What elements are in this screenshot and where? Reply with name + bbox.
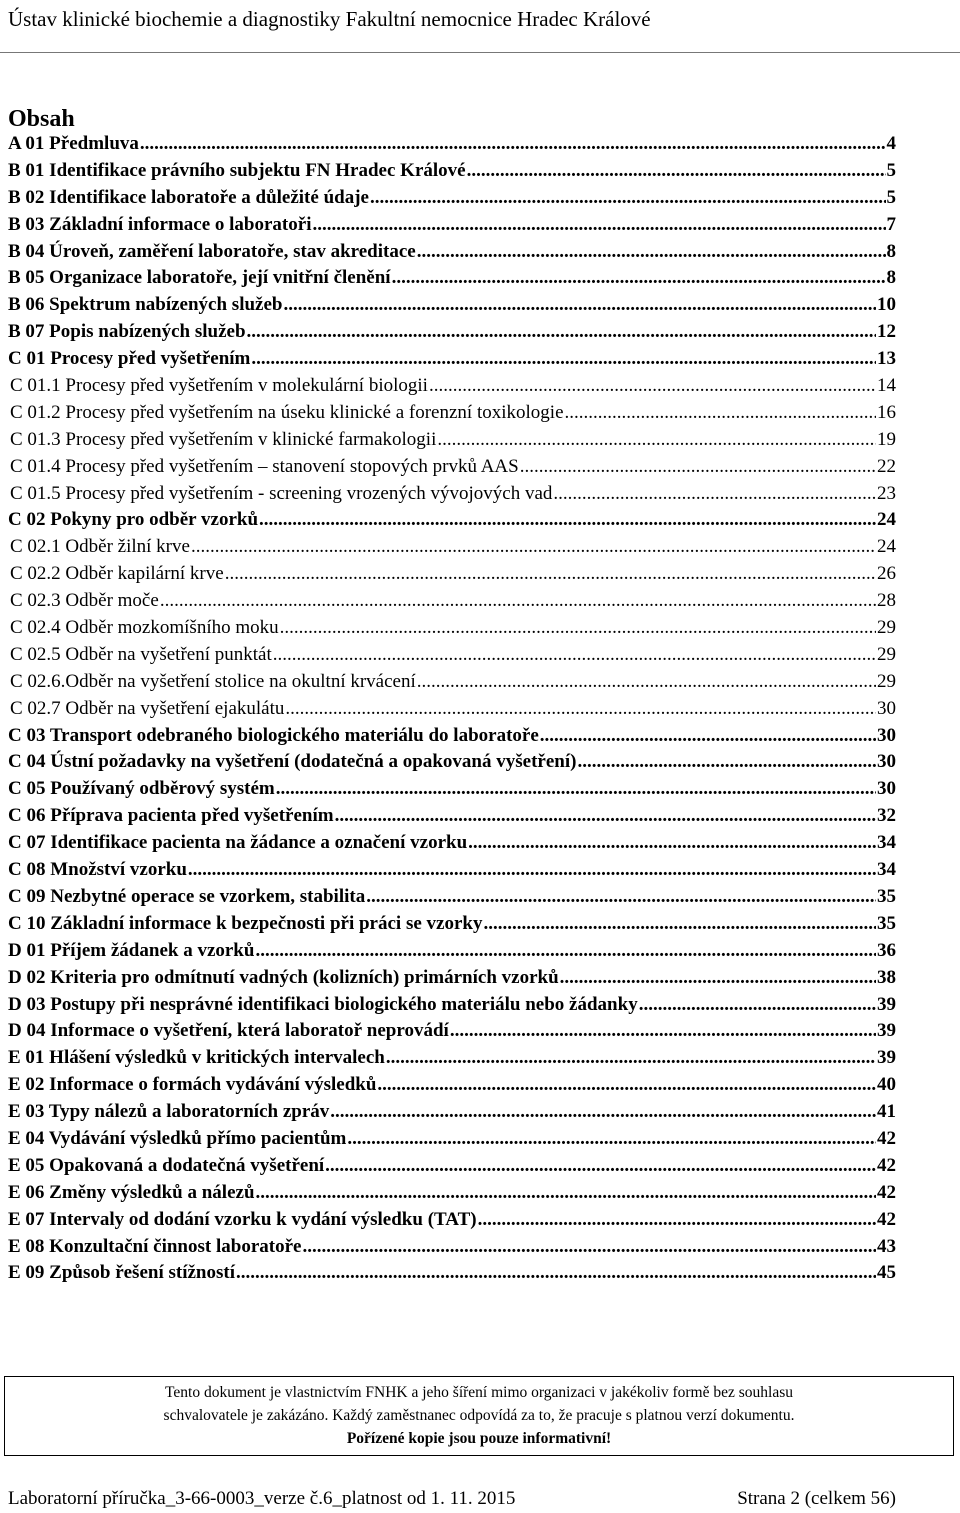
toc-dot-leader (417, 671, 876, 693)
toc-dot-leader (276, 778, 876, 800)
toc-entry-label: D 04 Informace o vyšetření, která laboratoř neprovádí (8, 1020, 449, 1042)
toc-dot-leader (188, 859, 876, 881)
toc-entry[interactable] (8, 563, 896, 590)
toc-entry[interactable] (8, 590, 896, 617)
toc-dot-leader (302, 1236, 876, 1258)
toc-entry[interactable] (8, 859, 896, 886)
toc-entry-label: C 03 Transport odebraného biologického materiálu do laboratoře (8, 724, 539, 746)
page-header: Ústav klinické biochemie a diagnostiky Fakultní nemocnice Hradec Králové (8, 7, 651, 31)
toc-dot-leader (325, 1155, 876, 1177)
toc-entry[interactable] (8, 913, 896, 940)
toc-dot-leader (417, 241, 886, 263)
toc-entry-page: 34 (877, 832, 896, 854)
toc-entry[interactable] (8, 456, 896, 483)
toc-entry[interactable] (8, 1074, 896, 1101)
toc-entry-page: 24 (877, 509, 896, 531)
toc-entry[interactable] (8, 644, 896, 671)
toc-entry-label: C 09 Nezbytné operace se vzorkem, stabilita (8, 885, 366, 907)
toc-dot-leader (330, 1101, 876, 1123)
toc-dot-leader (283, 294, 876, 316)
toc-entry-page: 30 (877, 697, 896, 719)
toc-dot-leader (312, 214, 885, 236)
toc-entry-page: 23 (877, 482, 896, 504)
toc-entry-page: 43 (877, 1235, 896, 1257)
toc-entry-label: C 02.3 Odběr moče (10, 590, 159, 612)
toc-entry-label: C 01 Procesy před vyšetřením (8, 348, 251, 370)
toc-entry[interactable] (8, 778, 896, 805)
toc-entry-page: 13 (877, 348, 896, 370)
toc-entry[interactable] (8, 267, 896, 294)
toc-entry-page: 8 (886, 240, 896, 262)
toc-dot-leader (437, 429, 876, 451)
toc-entry-label: A 01 Předmluva (8, 133, 139, 154)
toc-entry[interactable] (8, 832, 896, 859)
toc-dot-leader (280, 617, 876, 639)
toc-dot-leader (259, 509, 876, 531)
toc-entry-page: 42 (877, 1154, 896, 1176)
toc-dot-leader (273, 644, 876, 666)
toc-entry-page: 22 (877, 455, 896, 477)
toc-entry-label: B 06 Spektrum nabízených služeb (8, 294, 283, 316)
toc-entry-label: E 03 Typy nálezů a laboratorních zpráv (8, 1101, 330, 1123)
toc-entry-label: C 02.2 Odběr kapilární krve (10, 563, 224, 585)
toc-dot-leader (370, 187, 886, 209)
table-of-contents (8, 133, 896, 1289)
toc-entry[interactable] (8, 671, 896, 698)
toc-entry[interactable] (8, 133, 896, 160)
toc-entry-page: 28 (877, 590, 896, 612)
toc-dot-leader (553, 483, 876, 505)
toc-entry-label: B 04 Úroveň, zaměření laboratoře, stav akreditace (8, 240, 416, 262)
toc-entry-label: C 01.2 Procesy před vyšetřením na úseku klinické a forenzní toxikologie (10, 401, 564, 423)
footer-page-number: Strana 2 (celkem 56) (737, 1488, 896, 1509)
toc-entry[interactable] (8, 967, 896, 994)
toc-entry[interactable] (8, 402, 896, 429)
toc-entry[interactable] (8, 348, 896, 375)
toc-entry-label: C 02.5 Odběr na vyšetření punktát (10, 643, 272, 665)
toc-entry-label: E 01 Hlášení výsledků v kritických intervalech (8, 1047, 385, 1069)
toc-dot-leader (191, 536, 876, 558)
toc-entry-label: C 10 Základní informace k bezpečnosti při práci se vzorky (8, 912, 483, 934)
toc-dot-leader (236, 1262, 876, 1284)
toc-entry-label: C 05 Používaný odběrový systém (8, 778, 275, 800)
toc-entry-label: B 01 Identifikace právního subjektu FN Hradec Králové (8, 159, 466, 181)
toc-dot-leader (429, 375, 876, 397)
header-divider (0, 52, 960, 53)
toc-entry-label: E 05 Opakovaná a dodatečná vyšetření (8, 1154, 325, 1176)
toc-entry-label: C 07 Identifikace pacienta na žádance a označení vzorku (8, 832, 468, 854)
toc-entry[interactable] (8, 698, 896, 725)
toc-entry-page: 30 (877, 751, 896, 773)
toc-entry-label: C 02.6.Odběr na vyšetření stolice na okultní krvácení (10, 670, 416, 692)
toc-dot-leader (335, 805, 876, 827)
toc-dot-leader (140, 133, 886, 155)
toc-entry-label: C 02.1 Odběr žilní krve (10, 536, 190, 558)
toc-dot-leader (565, 402, 876, 424)
toc-entry-label: C 08 Množství vzorku (8, 859, 187, 881)
toc-entry-page: 8 (886, 267, 896, 289)
notice-line-1: Tento dokument je vlastnictvím FNHK a jeho šíření mimo organizaci v jakékoliv formě bez souhlasu (165, 1384, 793, 1401)
page-footer (8, 1486, 896, 1512)
toc-entry[interactable] (8, 429, 896, 456)
toc-entry[interactable] (8, 187, 896, 214)
toc-dot-leader (392, 267, 886, 289)
toc-entry-label: E 07 Intervaly od dodání vzorku k vydání výsledku (TAT) (8, 1208, 477, 1230)
toc-entry[interactable] (8, 1209, 896, 1236)
toc-dot-leader (256, 1182, 876, 1204)
toc-dot-leader (225, 563, 876, 585)
toc-entry-page: 38 (877, 966, 896, 988)
toc-entry-label: C 02 Pokyny pro odběr vzorků (8, 509, 259, 531)
toc-entry[interactable] (8, 241, 896, 268)
toc-entry-label: B 03 Základní informace o laboratoři (8, 213, 312, 235)
toc-entry[interactable] (8, 751, 896, 778)
toc-entry-page: 14 (877, 375, 896, 397)
toc-entry[interactable] (8, 160, 896, 187)
toc-entry-page: 42 (877, 1181, 896, 1203)
toc-entry-page: 19 (877, 428, 896, 450)
toc-entry[interactable] (8, 1155, 896, 1182)
footer-document-id: Laboratorní příručka_3-66-0003_verze č.6_platnost od 1. 11. 2015 (8, 1488, 516, 1509)
toc-entry[interactable] (8, 1020, 896, 1047)
toc-entry-label: C 02.4 Odběr mozkomíšního moku (10, 617, 279, 639)
toc-dot-leader (468, 832, 876, 854)
toc-entry[interactable] (8, 1128, 896, 1155)
toc-entry-label: C 06 Příprava pacienta před vyšetřením (8, 805, 334, 827)
toc-entry-label: D 01 Příjem žádanek a vzorků (8, 939, 255, 961)
toc-entry[interactable] (8, 509, 896, 536)
notice-line-3: Pořízené kopie jsou pouze informativní! (346, 1430, 612, 1447)
toc-entry-page: 26 (877, 563, 896, 585)
toc-heading: Obsah (8, 106, 75, 132)
toc-entry-label: E 08 Konzultační činnost laboratoře (8, 1235, 302, 1257)
toc-entry[interactable] (8, 536, 896, 563)
toc-dot-leader (478, 1209, 876, 1231)
toc-entry[interactable] (8, 617, 896, 644)
toc-entry-page: 5 (886, 186, 896, 208)
toc-entry-page: 39 (877, 1020, 896, 1042)
toc-entry-page: 24 (877, 536, 896, 558)
toc-entry[interactable] (8, 1262, 896, 1289)
toc-dot-leader (366, 886, 876, 908)
toc-entry[interactable] (8, 483, 896, 510)
toc-entry[interactable] (8, 375, 896, 402)
toc-entry-page: 29 (877, 670, 896, 692)
toc-entry-page: 42 (877, 1208, 896, 1230)
toc-entry-page: 34 (877, 859, 896, 881)
toc-entry[interactable] (8, 294, 896, 321)
toc-entry[interactable] (8, 214, 896, 241)
toc-entry-page: 29 (877, 617, 896, 639)
toc-entry-page: 7 (886, 213, 896, 235)
toc-entry[interactable] (8, 1182, 896, 1209)
toc-entry-label: C 01.3 Procesy před vyšetřením v klinické farmakologii (10, 428, 437, 450)
toc-entry-page: 16 (877, 401, 896, 423)
toc-entry-page: 29 (877, 643, 896, 665)
toc-dot-leader (467, 160, 886, 182)
toc-dot-leader (386, 1047, 876, 1069)
toc-dot-leader (540, 725, 876, 747)
toc-entry[interactable] (8, 940, 896, 967)
toc-entry-page: 39 (877, 993, 896, 1015)
toc-entry-label: B 02 Identifikace laboratoře a důležité údaje (8, 186, 369, 208)
toc-entry-page: 30 (877, 724, 896, 746)
toc-entry-page: 45 (877, 1262, 896, 1284)
toc-entry-label: E 02 Informace o formách vydávání výsledků (8, 1074, 377, 1096)
toc-entry-label: D 03 Postupy při nesprávné identifikaci biologického materiálu nebo žádanky (8, 993, 638, 1015)
toc-dot-leader (560, 967, 876, 989)
toc-entry-label: D 02 Kriteria pro odmítnutí vadných (kolizních) primárních vzorků (8, 966, 559, 988)
toc-entry[interactable] (8, 1101, 896, 1128)
toc-entry-label: B 07 Popis nabízených služeb (8, 321, 246, 343)
toc-entry-page: 35 (877, 912, 896, 934)
toc-entry-page: 42 (877, 1127, 896, 1149)
toc-entry-page: 36 (877, 939, 896, 961)
toc-dot-leader (483, 913, 876, 935)
toc-dot-leader (251, 348, 876, 370)
toc-entry-label: C 01.4 Procesy před vyšetřením – stanovení stopových prvků AAS (10, 455, 519, 477)
toc-dot-leader (347, 1128, 876, 1150)
toc-entry-page: 10 (877, 294, 896, 316)
toc-entry-page: 32 (877, 805, 896, 827)
toc-dot-leader (255, 940, 876, 962)
toc-entry-label: E 04 Vydávání výsledků přímo pacientům (8, 1127, 347, 1149)
notice-line-2: schvalovatele je zakázáno. Každý zaměstnanec odpovídá za to, že pracuje s platnou verzí dokumentu. (163, 1407, 795, 1424)
toc-entry-label: B 05 Organizace laboratoře, její vnitřní členění (8, 267, 391, 289)
toc-dot-leader (520, 456, 876, 478)
toc-entry-label: C 04 Ústní požadavky na vyšetření (dodatečná a opakovaná vyšetření) (8, 751, 577, 773)
toc-entry[interactable] (8, 886, 896, 913)
toc-entry-page: 40 (877, 1074, 896, 1096)
toc-entry[interactable] (8, 805, 896, 832)
toc-dot-leader (377, 1074, 876, 1096)
toc-entry-label: E 09 Způsob řešení stížností (8, 1262, 235, 1284)
toc-dot-leader (160, 590, 876, 612)
toc-entry-label: E 06 Změny výsledků a nálezů (8, 1181, 255, 1203)
ownership-notice (4, 1376, 954, 1456)
toc-entry[interactable] (8, 1236, 896, 1263)
toc-entry-page: 41 (877, 1101, 896, 1123)
toc-dot-leader (577, 751, 876, 773)
toc-entry[interactable] (8, 1047, 896, 1074)
toc-entry-page: 4 (886, 133, 896, 154)
toc-entry-page: 12 (877, 321, 896, 343)
toc-entry-label: C 01.1 Procesy před vyšetřením v molekulární biologii (10, 375, 428, 397)
toc-entry-label: C 02.7 Odběr na vyšetření ejakulátu (10, 697, 285, 719)
toc-entry-label: C 01.5 Procesy před vyšetřením - screening vrozených vývojových vad (10, 482, 553, 504)
toc-entry[interactable] (8, 321, 896, 348)
toc-entry-page: 5 (886, 159, 896, 181)
toc-dot-leader (639, 994, 876, 1016)
toc-entry[interactable] (8, 994, 896, 1021)
toc-entry-page: 35 (877, 885, 896, 907)
toc-entry-page: 39 (877, 1047, 896, 1069)
toc-entry-page: 30 (877, 778, 896, 800)
toc-entry[interactable] (8, 725, 896, 752)
toc-dot-leader (285, 698, 876, 720)
toc-dot-leader (450, 1020, 876, 1042)
toc-dot-leader (247, 321, 876, 343)
